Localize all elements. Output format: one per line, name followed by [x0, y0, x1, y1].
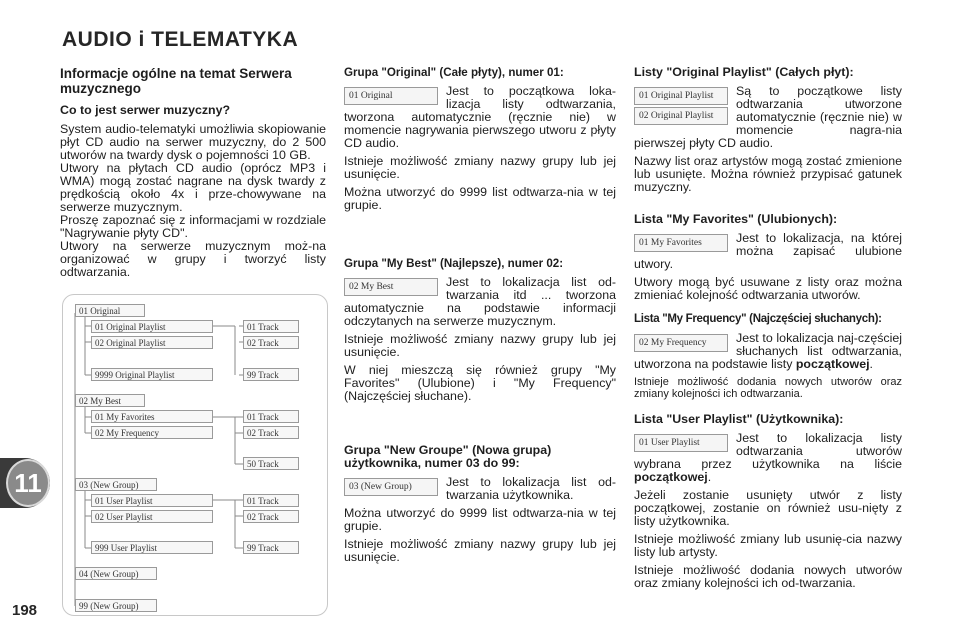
- group-newgroup-heading: Grupa "New Groupe" (Nowa grupa) użytkownika, numer 03 do 99:: [344, 443, 552, 470]
- paragraph: Jest to lokalizacja, na której można zapisać ulubione utwory.: [634, 232, 902, 271]
- diagram-playlist-box: 02 My Frequency: [91, 426, 213, 439]
- group-mybest-heading: Grupa "My Best" (Najlepsze), numer 02:: [344, 257, 564, 270]
- paragraph: Proszę zapoznać się z informacjami w rozdziale "Nagrywanie płyty CD".: [60, 213, 326, 240]
- user-playlist-heading: Lista "User Playlist" (Użytkownika):: [634, 412, 844, 426]
- diagram-playlist-box: 999 User Playlist: [91, 541, 213, 554]
- paragraph: Są to początkowe listy odtwarzania utworzone automatycznie (ręcznie nie) w momencie nagra-nia pierwszej płyty CD audio.: [634, 85, 902, 150]
- diagram-playlist-box: 9999 Original Playlist: [91, 368, 213, 381]
- paragraph: Nazwy list oraz artystów mogą zostać zmienione lub usunięte. Można również przypisać gatunek muzyczny.: [634, 154, 902, 194]
- column-playlists: [634, 66, 902, 595]
- emphasis: początkowej: [634, 470, 708, 484]
- label-box-03-new-group: 03 (New Group): [344, 478, 438, 496]
- chapter-number: 11: [6, 459, 50, 507]
- diagram-track-box: 01 Track: [243, 320, 299, 333]
- diagram-playlist-box: 01 Original Playlist: [91, 320, 213, 333]
- diagram-track-box: 02 Track: [243, 510, 299, 523]
- paragraph: Istnieje możliwość dodania nowych utworów oraz zmiany kolejności ich od-twarzania.: [634, 563, 902, 590]
- music-server-tree-diagram: [62, 294, 328, 616]
- diagram-group-box: 04 (New Group): [75, 567, 157, 580]
- label-box-01-original-playlist: 01 Original Playlist: [634, 87, 728, 105]
- text: Jest to lokalizacja naj-częściej słuchanych list odtwarzania, utworzona na podstawie listy: [634, 332, 902, 371]
- diagram-track-box: 01 Track: [243, 494, 299, 507]
- diagram-playlist-box: 02 Original Playlist: [91, 336, 213, 349]
- favorites-heading: Lista "My Favorites" (Ulubionych):: [634, 212, 838, 226]
- column-music-server: [60, 66, 326, 279]
- diagram-playlist-box: 01 User Playlist: [91, 494, 213, 507]
- paragraph: Istnieje możliwość dodania nowych utworów oraz zmiany kolejności ich odtwarzania.: [634, 376, 902, 400]
- label-box-01-original: 01 Original: [344, 87, 438, 105]
- paragraph: Utwory na serwerze muzycznym moż-na organizować w grupy i tworzyć listy odtwarzania.: [60, 239, 326, 279]
- paragraph: Utwory na płytach CD audio (oprócz MP3 i WMA) mogą zostać nagrane na dysk twardy z prędkością około 4x i prze-chowywane na serwerze muzycznym.: [60, 161, 326, 214]
- paragraph: Utwory mogą być usuwane z listy oraz można zmieniać kolejność odtwarzania utworów.: [634, 275, 902, 302]
- paragraph: Istnieje możliwość zmiany nazwy grupy lub jej usunięcie.: [344, 154, 616, 181]
- group-original-heading: Grupa "Original" (Całe płyty), numer 01:: [344, 66, 564, 79]
- text: Jest to lokalizacja listy odtwarzania utworów wybrana przez użytkownika na liście: [634, 432, 902, 471]
- paragraph: Jeżeli zostanie usunięty utwór z listy początkowej, zostanie on również usu-nięty z listy użytkownika.: [634, 488, 902, 528]
- label-box-02-my-frequency: 02 My Frequency: [634, 334, 728, 352]
- original-playlist-heading: Listy "Original Playlist" (Całych płyt):: [634, 65, 854, 79]
- column-groups: [344, 66, 616, 569]
- diagram-group-box: 03 (New Group): [75, 478, 157, 491]
- page-number: 198: [12, 602, 38, 619]
- paragraph: Istnieje możliwość zmiany nazwy grupy lub jej usunięcie.: [344, 537, 616, 564]
- header-title: AUDIO i TELEMATYKA: [62, 28, 299, 51]
- diagram-track-box: 01 Track: [243, 410, 299, 423]
- label-box-01-my-favorites: 01 My Favorites: [634, 234, 728, 252]
- paragraph: W niej mieszczą się również grupy "My Favorites" (Ulubione) i "My Frequency" (Najczęściej słuchane).: [344, 363, 616, 403]
- diagram-group-box: 02 My Best: [75, 394, 145, 407]
- chapter-tab: [0, 458, 50, 508]
- paragraph: Można utworzyć do 9999 list odtwarza-nia w tej grupie.: [344, 506, 616, 533]
- diagram-track-box: 99 Track: [243, 541, 299, 554]
- diagram-group-box: 01 Original: [75, 304, 145, 317]
- diagram-playlist-box: 01 My Favorites: [91, 410, 213, 423]
- text: .: [869, 357, 873, 371]
- text: .: [707, 470, 712, 484]
- diagram-track-box: 02 Track: [243, 336, 299, 349]
- label-box-01-user-playlist: 01 User Playlist: [634, 434, 728, 452]
- paragraph: Jest to lokalizacja list od-twarzania itd ... tworzona automatycznie na podstawie informacji odczytanych na serwerze muzycznym.: [344, 276, 616, 328]
- section-title: Informacje ogólne na temat Serwera muzycznego: [60, 66, 292, 96]
- diagram-playlist-box: 02 User Playlist: [91, 510, 213, 523]
- paragraph: Można utworzyć do 9999 list odtwarza-nia w tej grupie.: [344, 185, 616, 212]
- label-box-02-my-best: 02 My Best: [344, 278, 438, 296]
- paragraph: Jest to początkowa loka-lizacja listy odtwarzania, tworzona automatycznie (ręcznie nie) w momencie nagrywania pierwszego utworu z płyty CD audio.: [344, 85, 616, 150]
- diagram-track-box: 02 Track: [243, 426, 299, 439]
- paragraph: Istnieje możliwość zmiany lub usunię-cia nazwy listy lub artysty.: [634, 532, 902, 559]
- label-box-02-original-playlist: 02 Original Playlist: [634, 107, 728, 125]
- paragraph: System audio-telematyki umożliwia skopiowanie płyt CD audio na serwer muzyczny, do 2 500 utworów na twardy dysk o pojemności 10 GB.: [60, 122, 326, 162]
- paragraph: Jest to lokalizacja list od-twarzania użytkownika.: [446, 476, 616, 502]
- section-subtitle: Co to jest serwer muzyczny?: [60, 103, 231, 117]
- diagram-track-box: 50 Track: [243, 457, 299, 470]
- emphasis: początkowej: [795, 357, 870, 371]
- diagram-group-box: 99 (New Group): [75, 599, 157, 612]
- frequency-heading: Lista "My Frequency" (Najczęściej słuchanych):: [634, 313, 882, 325]
- paragraph: Istnieje możliwość zmiany nazwy grupy lub jej usunięcie.: [344, 332, 616, 359]
- diagram-track-box: 99 Track: [243, 368, 299, 381]
